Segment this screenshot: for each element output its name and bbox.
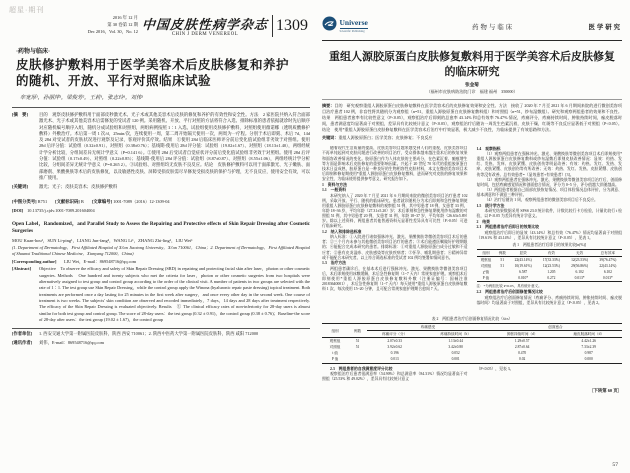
heading-1-3: 1.3 治疗方法 bbox=[322, 261, 347, 266]
table1-header: 显效 bbox=[519, 250, 527, 255]
table-cell: 0.001 bbox=[451, 357, 460, 362]
table-cell: 51 bbox=[355, 339, 360, 344]
column-label: ·药物与临床· bbox=[16, 49, 51, 55]
bottom-left-cell bbox=[322, 367, 468, 394]
journal-title-en: CHIN J DERM VENEREOL bbox=[171, 32, 239, 37]
table2-sub-header-row bbox=[322, 331, 622, 338]
issue-vol-cn: 第 30 卷第 12 期 bbox=[107, 22, 138, 28]
clc-label: [中图分类号] bbox=[12, 198, 37, 204]
table-cell: 0.470 bbox=[518, 351, 527, 356]
paragraph-2-3-cont: （P<0.05），见表 3。 bbox=[476, 366, 514, 371]
table-cell: 12(23.53%) bbox=[571, 257, 589, 262]
left-page-header bbox=[12, 14, 308, 37]
page-number-block bbox=[272, 15, 308, 37]
table1-note: 注：*为两组比较 P<0.05，具有统计意义。 bbox=[476, 283, 542, 288]
table-cell: 0.010* bbox=[518, 276, 529, 281]
table-cell: 4.42±1.26 bbox=[581, 339, 596, 344]
heading-2-2: 2.2 两组患者治疗后创面修复情况比较 bbox=[476, 290, 543, 295]
universe-globe-icon bbox=[322, 16, 337, 36]
article-authors-en: MOU Kuan-hou¹，SUN Li-ping¹，LIANG Jun-fang²，WANG Li¹，ZHANG Zhi-ling¹，LIU Wei¹ bbox=[12, 237, 193, 243]
corresponding-text: LIU Wei，E-mail：869548716@qq.com bbox=[64, 259, 137, 265]
paragraph-1-4c: （3）两组患者根据自己面部皮肤恢复情况、项目体验情况总体评价，分为满意、基本满意和不满意三种评价。 bbox=[476, 187, 622, 198]
doc-code-label: [文献标识码] bbox=[55, 198, 80, 204]
article-author-right: 张金菊 bbox=[465, 81, 479, 87]
table-row bbox=[322, 357, 622, 364]
article-title-cn: 皮肤修护敷料用于医学美容术后皮肤修复和养护的随机、开放、平行对照临床试验 bbox=[16, 58, 290, 88]
table1-header: 总有效率 bbox=[600, 250, 616, 255]
heading-1-4: 1.4 观察指标 bbox=[476, 146, 501, 151]
table1 bbox=[477, 249, 623, 282]
corresponding-author-block bbox=[12, 259, 310, 265]
doc-code-value: B bbox=[80, 198, 84, 204]
table-cell: χ²值 bbox=[482, 269, 490, 274]
table-cell: 22(43.14%) bbox=[599, 263, 617, 268]
abstract-cn-block bbox=[12, 112, 310, 181]
classification-row bbox=[12, 199, 310, 205]
continued-on-page-note: 〔下转第 60 页〕 bbox=[589, 387, 622, 393]
article-id-pair bbox=[92, 199, 170, 205]
table-cell: 0.987 bbox=[584, 351, 593, 356]
heading-2-1: 2.1 两组患者治疗后即日的效果比较 bbox=[476, 225, 539, 230]
affiliation-rule bbox=[322, 99, 622, 100]
table-cell bbox=[348, 357, 367, 364]
keywords-right bbox=[322, 135, 622, 141]
table-cell: 3.42±0.80 bbox=[448, 345, 463, 350]
right-journal-page bbox=[322, 16, 622, 468]
paragraph-2-3: 观察组治疗后患者很满意率（54.90%）和总满意率（84.31%）情况均显著高于对照组（25.53% 和 49.02%），差异具有比较统计意义 bbox=[322, 371, 468, 382]
journal-name-block bbox=[142, 14, 268, 37]
table-cell: 39(76.47%) bbox=[599, 257, 617, 262]
paragraph-1-4b: （2）观察两组患者在强脉冲光、激光、果酸换肤等微创美容项目治疗后，创面修复时间，包括疼痛感觉情况和创面愈合情况，评分为 0~5 分，评分值越大伴随越高。 bbox=[476, 177, 622, 187]
abstract-right-label: 摘要： bbox=[322, 103, 335, 109]
keywords-cn-text: 激光；光子；皮肤美容术；皮肤修护敷料 bbox=[39, 184, 118, 190]
left-page-number: 1309 bbox=[276, 16, 308, 34]
table-cell: 0.013* bbox=[574, 276, 585, 281]
table1-header-row bbox=[477, 249, 623, 256]
doc-code-pair bbox=[55, 199, 84, 205]
article-id-value: 1001-7089（2016）12-1309-04 bbox=[113, 198, 170, 204]
paragraph-1-3: 两组患者确诊后，在基本术后进行强脉冲光、激光、果酸换肤等微创美容项目后，术后即刻使用冰敷缓解，术后急性修复期（1~7 天内）常规家庭护理。观察组术后即刻使用*重组人源胶原蛋白皮肤修复敷料外敷（注册证编号：国械注准 20183640001），术后急性修复期（1~7 天内）每天使用*重组人源胶原蛋白皮肤修复敷料 1 次，每次使用 15~20 分钟，且可配合常规家庭护理期合愈间 7 天。 bbox=[322, 266, 468, 292]
article-title-cn-right: 重组人源胶原蛋白皮肤修复敷料用于医学美容术后皮肤修复的临床研究 bbox=[329, 51, 615, 78]
table2-block bbox=[322, 317, 622, 363]
table2-group1: 疼痛感受 bbox=[367, 324, 489, 331]
header-divider bbox=[272, 15, 273, 37]
table-cell: 2.07±0.33 bbox=[387, 339, 402, 344]
abstract-cn-text: 目的 观察皮肤修护敷料用于面部皮秒激光术、光子术或其他美容术后皮肤的修复和养护的有效性和安全性。方法 2 家医院共纳入符合面部激光术、光子术或其他美容术后需修复的受试者 120 例。采用随机、开放、平行对照的方法将符合入选、排除标准的患者依据就诊时先后顺序对应随机编号顺序入组，随机分成试验组和对照组，两组病例按照 1∶1 入选。试验组使用皮肤修护敷料，对照组使用薇诺娜（透明质酸修护敷料）外敷治疗。术后第一周 1 次/d，25min/次，连续使用一周，第二周开始隔天使用一次，两周为一疗程。分别于术后即刻、术后 7d、14d 及 28d 对受试者的皮肤状况进行观察及记录，客观评价其疗效。结果 ①使用 28d 后临床医师评分前后变化值试验组非劣效于对照组。使用 28d 后评分值：试验组（0.32±0.91）、对照组（0.38±0.76）；基线期-使用后 28d 评分值：试验组（19.02±1.67）、对照组（18.13±1.40），两组经统计学分析比较，分组间差异无统计学意义（P=0.141 6）。②使用 28d 后受试者自觉症状评分前后变化值试验组非劣效于对照组。使用 28d 后评分值：试验组（0.17±0.49）、对照组（0.22±0.85）；基线期-使用后 28d 评分值：试验组（8.87±0.87）、对照组（8.55±1.06），两组经统计学分析比较，分组间差异无统计学意义（P=0.265 2）。③试验组、对照组均无皮肤不良反应。结论 皮肤修护敷料可以用于面部激光、光子嫩肤、面部磨削、果酸换肤等术后的皮肤修复，以及敏感性皮肤、屏障受损皮肤需尽早修复受损皮肤的保护与护理，无不良反应，使用安全有效，可以推广使用。 bbox=[39, 112, 310, 180]
table2-subheader: 痂皮脱落时间（d） bbox=[573, 332, 604, 337]
article-authors-cn: 牟宽厚¹，孙丽萍¹，梁俊芳²，王莉¹，张志玲¹，刘伟¹ bbox=[20, 95, 143, 101]
table-cell: 7.33±2.39 bbox=[581, 345, 596, 350]
issue-date-cn: 2016 年 12 月 bbox=[112, 15, 138, 21]
table-cell: 0.013 bbox=[390, 357, 399, 362]
abstract-en-block bbox=[12, 266, 310, 323]
table-cell: 6.587 bbox=[519, 269, 528, 274]
doi-value: 10.13735/j.cjdv.1001-7089.201604004 bbox=[27, 207, 95, 213]
keywords-right-label: 关键词： bbox=[322, 135, 339, 141]
article-id-label: [文章编号] bbox=[91, 198, 113, 204]
corresponding-label: [Corresponding author] bbox=[12, 259, 57, 265]
table1-header: 无效 bbox=[576, 250, 584, 255]
paragraph-1-5: 本研究结果数据采用 SPSS 23.0 统计软件，计数比较行卡方检验，计量比较行 t 检验，以 P<0.05 为差异有统计学意义。 bbox=[476, 208, 622, 219]
paragraph-1-4a: （1）观察两组患者在强脉冲光、激光、果酸换肤等微创美容项目术后即刻使用*重组人源胶原蛋白皮肤修复敷料或纱布湿敷后即刻皮肤改善情况：显效：灼热、发红、发热、发痒、皮肤紧绷、皮肤创伤等明显改善；有效：灼热、发红、发热、发痒、皮肤紧绷、皮肤创伤等有所改善；无效：灼热、发红、发热、皮肤紧绷、皮肤创伤等没有改善。总有效患者=（显效患者+有效患者）[3]。 bbox=[476, 151, 622, 177]
table-cell: 对照组 bbox=[480, 263, 492, 268]
table-cell: 观察组 bbox=[480, 257, 492, 262]
abstract-right-text: 目的 研究观察重组人源胶原蛋白皮肤修复敷料在医学美容术后的皮肤修复效果和安全性。方法 接收了 2020 年 7 月至 2021 年 6 月期间来院的进行微创美容项目治疗患者 102 例，非盲性将其随机分为观察组（n=51，重组人源胶原蛋白皮肤修复敷料组）和对照组（n=51，纱布湿敷组）。研究和观察两组患者的效果和不良性。结果 两组患者愈率有比较性意义（P<0.05），观察组治疗后即刻的总愈率 43.14% 和总有效率 76.47% 情况，疼痛评分，疼痛持续时间，肿胀持续时间，痂皮脱落时间，患者满意度均显著高于对照组，差异具有比较统计意义（P<0.05），观察组治疗后随访一周发生色素沉着，皮肤干燥，红斑等不良反应显著低于对照组（P<0.05）。结论 使用*重组人源胶原蛋白皮肤修复敷料在医学美容术后治疗中疗效显著，极大减少不良性，为临床提供了有效思路和方法。 bbox=[322, 103, 623, 132]
section-label-center: 药物与临床 bbox=[472, 23, 515, 31]
table2-caption: 表 2 两组患者治疗后创面修复情况比较（x̄±s） bbox=[431, 317, 513, 322]
clc-pair bbox=[12, 199, 47, 205]
publisher-brand-sub: Scientific Publishing bbox=[339, 28, 365, 33]
table2-group2: 创面愈合 bbox=[489, 324, 622, 331]
corresponding-footnote bbox=[12, 340, 310, 346]
table-cell: 0.02 bbox=[519, 357, 526, 362]
journal-title-cn: 中国皮肤性病学杂志 bbox=[141, 17, 269, 32]
table2-subheader: 疼痛评分（分） bbox=[382, 332, 408, 337]
corresponding-footnote-label: [通讯作者] bbox=[12, 339, 33, 345]
publisher-brand: Universe bbox=[339, 18, 368, 28]
section-label-right: 医学研究 bbox=[588, 23, 622, 31]
table-cell: 1.205 bbox=[547, 269, 556, 274]
issue-date-block bbox=[88, 15, 138, 35]
heading-2-3: 2.3 两组患者的自我满意度评分比较 bbox=[330, 366, 393, 371]
left-journal-page bbox=[12, 14, 310, 459]
table-cell bbox=[495, 275, 509, 282]
table-cell: 51 bbox=[355, 345, 360, 350]
publisher-logo bbox=[322, 16, 368, 36]
paragraph-1-1: 本研究纳入了 2020 年 7 月至 2021 年 6 月期间来院的微创美容项目治疗患者 102 例，采取开放、平行、随机的临床研究。患者就诊随机分为术后即刻和急性修复期使用重组人源胶原蛋白皮肤修复敷料的观察组 51 例，其中男患者 18 例，女患者 33 例，年龄 18~36 岁，平均年龄（27.31±5.20）岁；术后即刻和急性修复期使用纱布湿敷的对照组 51 例，其中男患者 20 例，女患者 31 例，年龄 18~37 岁，平均年龄（26.63±5.89）岁。除以上述资料，两组患者其他普通资料无显著性差异具有可比性（P>0.05）可进行临床研究。 bbox=[322, 193, 468, 229]
intro-paragraph: 随着现代生活质量的提高，皮肤美容项目越来越受到人们的重视，皮肤美容项目不再单纯起到对皮肤问题进行改善的项目治疗，受众群体越来越注重术后的恢复效果和面容改善情况的变化。胶原蛋白作为人体皮肤的主要成分，在色素沉着、瘢痕增生等方面是影响术后皮肤修复的重要影响因素。兴起于 20 世纪 70 年代的重组胶原蛋白技术日益成熟，胶原蛋白是一种良好的生物相容性皮肤材料，本文在微创美容项目术后即刻和修复期使用*重组人源胶原蛋白皮肤修复敷料，进而研究对皮肤的修复效果和安全性，为临床使用提供参考意义，研究报告如下。 bbox=[322, 146, 468, 182]
heading-1: 1 资料与方法 bbox=[322, 182, 347, 187]
table1-caption: 表 1 两组患者治疗后即日的效果比较[n(%)] bbox=[512, 242, 587, 247]
table-cell: 51 bbox=[500, 257, 505, 262]
title-rule bbox=[12, 107, 310, 108]
heading-1-1: 1.1 一般资料 bbox=[322, 188, 347, 193]
publisher-name bbox=[340, 19, 368, 32]
corresponding-footnote-text: 刘伟，E-mail：869548716@qq.com bbox=[39, 339, 104, 345]
table1-header: 有效 bbox=[547, 250, 555, 255]
abstract-en-label: [Abstract] bbox=[12, 266, 32, 272]
article-affiliation-right: （福州市皮肤病防治院门诊 福建 福州 350000） bbox=[426, 89, 518, 95]
table-cell: 6.102 bbox=[603, 269, 612, 274]
heading-2: 2 结果 bbox=[476, 219, 490, 224]
table-row bbox=[322, 338, 622, 345]
table-cell: 观察组 bbox=[329, 339, 341, 344]
table-cell: 0.272 bbox=[547, 276, 556, 281]
table-cell: t 值 bbox=[332, 351, 338, 356]
heading-1-2: 1.2 纳入和排除选标准 bbox=[322, 230, 362, 235]
table-row bbox=[477, 256, 623, 263]
table-cell: 0.196 bbox=[390, 351, 399, 356]
table-row bbox=[477, 275, 623, 282]
table-cell: 0.052 bbox=[451, 351, 460, 356]
table-cell: 对照组 bbox=[329, 345, 341, 350]
body-left-column bbox=[322, 146, 468, 314]
bottom-right-cell bbox=[477, 367, 623, 394]
table-cell: 2.87±0.64 bbox=[514, 345, 530, 350]
table-cell: 0.013* bbox=[602, 276, 613, 281]
abstract-en-text: Objective To observe the efficacy and safety of Skin Repair Dressing (SRD) in repairing and protecting facial skin after laser，photon or other cosmetic surgeries. Methods One hundred and twenty subjects who met the criteria for laser，photon or other cosmetic surgeries from two hospitals were alternatively assigned to test group and control group according to the order of the clinical visit. A number of patients in two groups are selected with the rate of 1∶1. The test group use Skin Repair Dressing，while the control group apply the Winona (hyaluronic repair paste dressing) topical treatment. Both treatments are performed once a day lasting for 25 minutes in the first week after surgery，and once every other day in the second week. One course of treatment is two weeks. The subjects' skin condition are observed and recorded immediately，7 days，14 days and 28 days after treatment respectively. The efficacy of the Skin Repair Dressing is evaluated objectively. Results ① The clinical efficacy rates of non-inferiority for 28-day users is almost similar for both test group and control group. The score of 28-day users：the test group (0.32 ± 0.91)，the control group (0.38 ± 0.76)；Baseline-the score of 28-day after users：the test group (19.02 ± 1.67)，the control group bbox=[39, 266, 310, 322]
right-page-number: 57 bbox=[612, 462, 618, 468]
affiliation-footnote-text: 1. 西安交通大学第一附属医院皮肤科，陕西 西安 710061；2. 陕西中医药大学第一附属医院皮肤科，陕西 咸阳 712000 bbox=[39, 331, 259, 337]
table-cell: P 值 bbox=[482, 276, 490, 281]
table1-header: 例数 bbox=[498, 250, 506, 255]
paragraph-2-1: 观察组治疗后即日的显效（43.14%）和总有效（76.47%）情况均显著高于对照组（19.61% 和 43.14%），差异具有比较统计意义（P<0.05），见表 1。 bbox=[476, 230, 622, 240]
affiliation-footnote-label: [作者单位] bbox=[12, 331, 33, 337]
two-column-body bbox=[322, 146, 622, 314]
clc-value: R751 bbox=[37, 198, 48, 204]
abstract-right bbox=[322, 103, 622, 133]
affiliation-en: (1. Department of Dermatology，First Affiliated Hospital of Xi'an Jiaotong University，Xi'an 710061，China；2. Department of Dermatology，First Affiliated Hospital of Shaanxi Traditional Chinese Medicine，Xianyang 712000，China) bbox=[12, 245, 310, 257]
table-cell: 6.102 bbox=[575, 269, 584, 274]
keywords-right-text: 重组人源胶原蛋白；医学美容；皮肤修复；不良反应 bbox=[338, 135, 433, 141]
table2 bbox=[322, 323, 622, 363]
paragraph-1-2: 纳入标准：①入院进行诸如强脉冲光、激光、果酸换肤等微创美容项目术后的患者；②三个月内未参与其他微创美容项目治疗的患者；③术后能遵医嘱做好护理期限的；④能配合完成本研究的患者。排除标准：①对重组人源胶原蛋白成分过敏和不适应者；②患有皮炎湿疹、皮肤感染等皮肤疾病者；③怀孕、哺乳期患者；④精神异常或不能配合本研究者。以上符合筛选标准的受试者 102 例均签署知情同意书。 bbox=[322, 235, 468, 260]
article-title-en: Open Label，Randomized，and Parallel Study to Assess the Repairing and Protective effects of Skin Repair Dressing after Cosmetic Surgeries bbox=[12, 220, 310, 234]
keywords-cn-label: [关键词] bbox=[12, 184, 28, 190]
doi-row bbox=[12, 208, 310, 213]
table2-subheader: 肿胀持续时间（d） bbox=[506, 332, 538, 337]
heading-1-5: 1.5 统计学方法 bbox=[476, 203, 505, 208]
abstract-cn-label: [摘 要] bbox=[12, 112, 28, 117]
table-cell: 17(33.33%) bbox=[542, 257, 560, 262]
chaoxing-watermark: 超星·期刊 bbox=[9, 7, 45, 14]
paragraph-2-2: 观察组治疗后创面修复情况（疼痛评分、疼痛持续时间、肿胀持续时间、痂皮脱落时间）均显著高于对照组，差异具有比较统计意义（P<0.05），见表 2。 bbox=[476, 295, 622, 305]
table-cell: 3.92±0.62 bbox=[387, 345, 402, 350]
author-affiliation-footnote bbox=[12, 331, 310, 337]
table1-header: 组别 bbox=[482, 250, 490, 255]
keywords-cn-block bbox=[12, 184, 310, 190]
table-cell: 51 bbox=[500, 263, 505, 268]
table-cell: 29(56.86%) bbox=[571, 263, 589, 268]
doi-label: [DOI] bbox=[12, 207, 24, 213]
footnote-rule bbox=[12, 328, 310, 329]
table-cell: 0.000 bbox=[584, 357, 593, 362]
table2-group-header-row bbox=[322, 324, 622, 331]
issue-date-en: Dec 2016，Vol. 30，No. 12 bbox=[87, 28, 138, 34]
body-right-column bbox=[477, 146, 623, 314]
table-cell: 1.29±0.57 bbox=[514, 339, 530, 344]
table-cell: P 值 bbox=[331, 357, 339, 362]
table2-header-n: 例数 bbox=[353, 328, 362, 333]
bottom-two-column bbox=[322, 367, 622, 394]
table2-header-group: 组别 bbox=[331, 328, 339, 333]
table-cell: 22(43.14%) bbox=[514, 257, 532, 262]
table-cell: 10(19.61%) bbox=[514, 263, 532, 268]
table-cell: 1.13±0.44 bbox=[448, 339, 463, 344]
right-page-header bbox=[322, 16, 622, 41]
paragraph-1-4d: （4）治疗后随访 1 周，观察两组患者的微创美容项目后不良反应。 bbox=[484, 198, 598, 203]
table2-subheader: 疼痛持续时间（h） bbox=[440, 332, 471, 337]
table-cell: 12(23.53%) bbox=[542, 263, 560, 268]
